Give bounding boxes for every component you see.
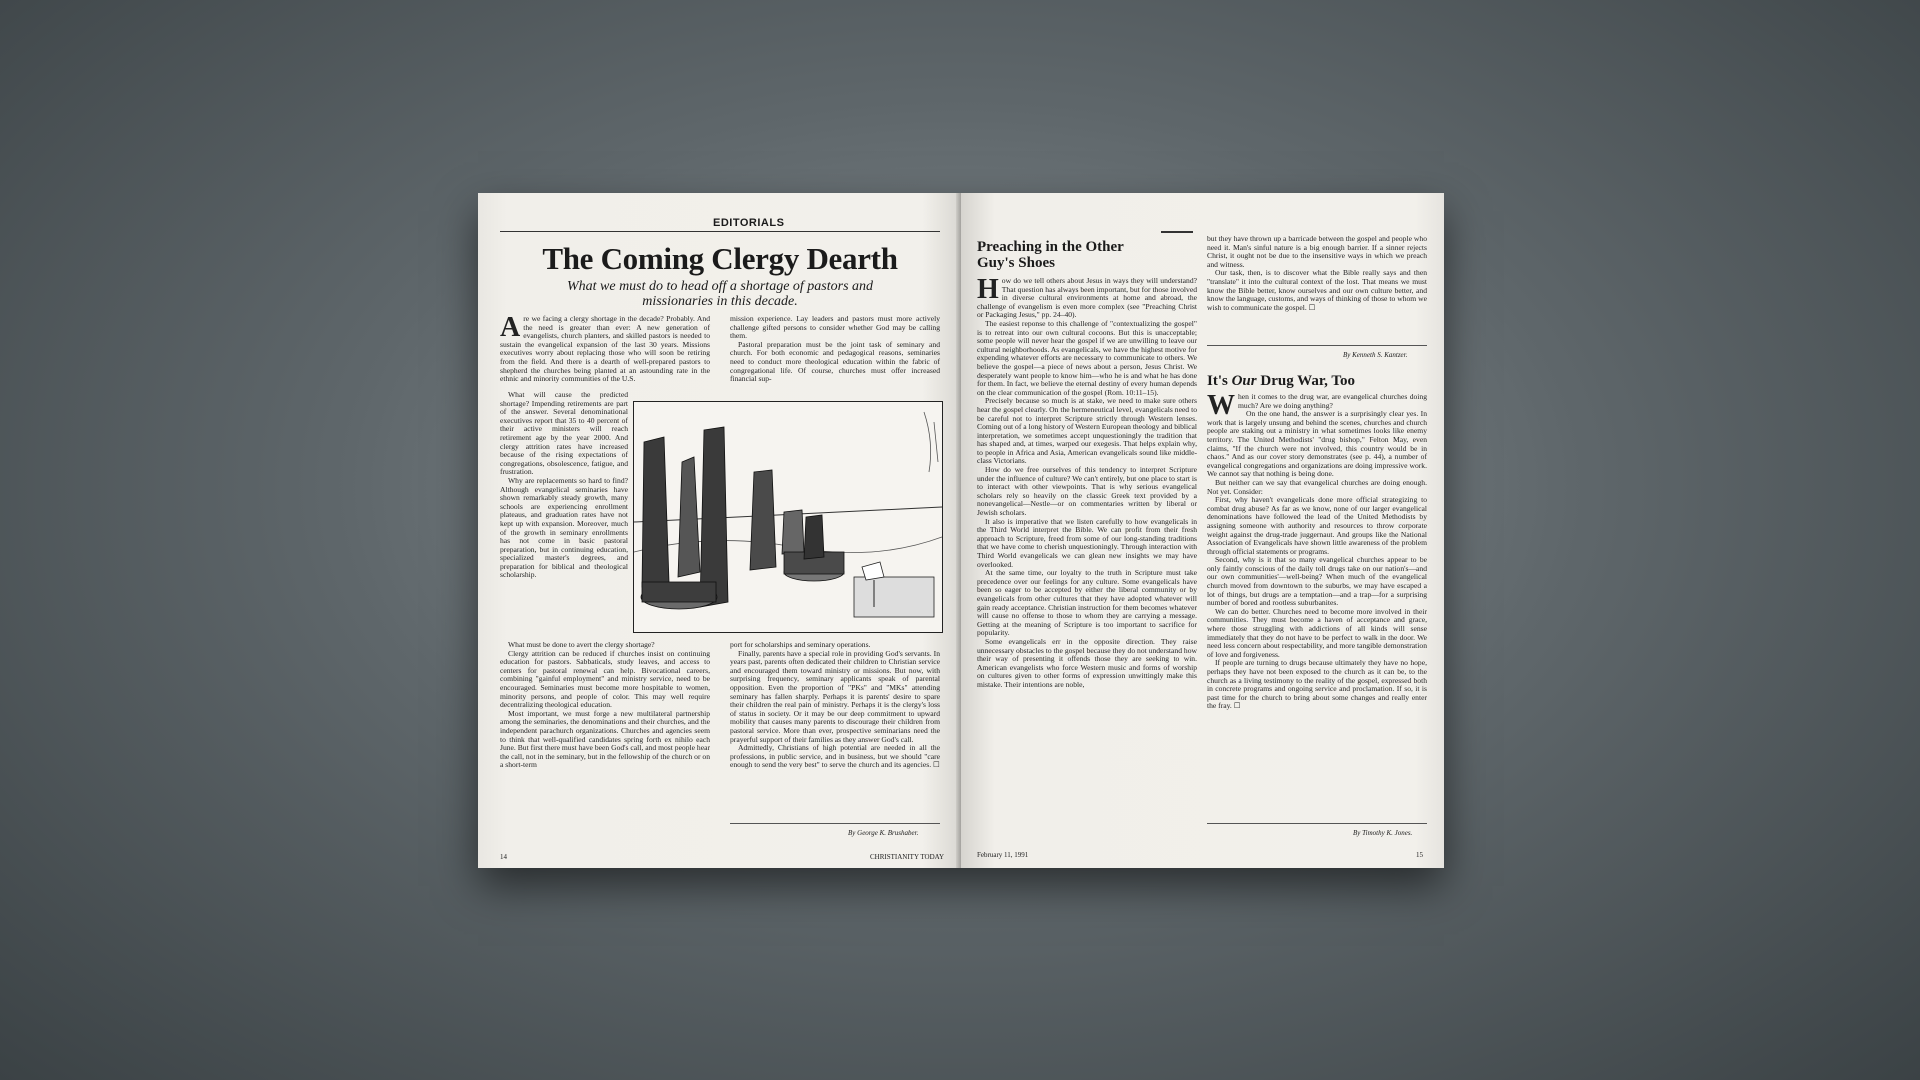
deck: What we must do to head off a shortage of pastors and missionaries in this decade. (566, 279, 874, 309)
paragraph: What will cause the predicted shortage? Impending retirements are part of the answer. Several denominational executives report that 35 to 40 percent of their active ministers will reach retirement age by the year 2000. And clergy attrition rates have increased because of the rising expectations of congregations, obsolescence, fatigue, and frustration. (500, 390, 628, 477)
paragraph: The easiest reponse to this challenge of "contextualizing the gospel" is to retreat into our own cultural cocoons. But this is unacceptable; some people will never hear the gospel if we are unwilling to leave our cultural neighborhoods. As evangelicals, we have the highest motive for expending whatever efforts are necessary to communicate to others. We believe the gospel—a piece of news about a person, Jesus Christ. We desperately want people to know him—who he is and what he has done for them. In fact, we believe the eternal destiny of every human depends on the clear communication of the gospel (Rom. 10:11–15). (977, 318, 1197, 397)
paragraph: Pastoral preparation must be the joint task of seminary and church. For both economic and pedagogical reasons, seminaries need to conduct more theological education within the fabric of congregational life. Of course, churches must offer increased financial sup- (730, 339, 940, 384)
paragraph: re we facing a clergy shortage in the decade? Probably. And the need is greater than ever: A new generation of evangelists, church planters, and skilled pastors is needed to sustain the evangelical expansion of the last 30 years. Missions executives worry about replacing those who will soon be retiring from the field. And there is a dearth of well-prepared pastors to shepherd the churches being planted at an astounding rate in the ethnic and minority communities of the U.S. (500, 314, 710, 384)
paragraph: On the one hand, the answer is a surprisingly clear yes. In work that is largely unsung and behind the scenes, churches and church people are staking out a ministry in what sometimes looks like enemy territory. The United Methodists' "drug bishop," Felton May, even claims, "If the church were not involved, this country would be in chaos." And as our cover story demonstrates (see p. 44), a number of evangelical congregations and organizations are doing impressive work. We cannot say that nothing is being done. (1207, 409, 1427, 479)
paragraph: port for scholarships and seminary operations. (730, 640, 871, 649)
dropcap: H (977, 274, 999, 305)
paragraph: Why are replacements so hard to find? Although evangelical seminaries have shown remarkably steady growth, many schools are experiencing enrollment plateaus, and graduation rates have not kept up with expansion. Moreover, much of the growth in seminary enrollments has not come in basic pastoral preparation, but in continuing education, specialized master's degrees, and preparation for biblical and theological scholarship. (500, 475, 628, 580)
right-column-2-lower (1207, 390, 1427, 711)
left-column-1 (500, 312, 710, 384)
left-column-2 (730, 315, 940, 384)
right-column-2 (1207, 235, 1427, 312)
byline-kantzer: By Kenneth S. Kantzer. (1343, 351, 1408, 359)
right-page (961, 193, 1444, 868)
left-column-2-lower (730, 641, 940, 770)
paragraph: At the same time, our loyalty to the truth in Scripture must take precedence over our feelings for any culture. Some evangelicals have been so eager to be accepted by either the liberal community or by evangelicals from other cultures that they have adopted whatever will gain ready acceptance. Christian instruction for them becomes whatever will cause no offense to those to whom they are carrying a message. Getting at the meaning of Scripture is too important to sacrifice for popularity. (977, 568, 1197, 638)
paragraph: How do we free ourselves of this tendency to interpret Scripture under the influence of culture? We can't entirely, but one place to start is to interact with other viewpoints. That is why serious evangelical scholars rely so heavily on the classic Greek text provided by a nonevangelical—Nestle—or on commentaries written by liberal or Jewish scholars. (977, 465, 1197, 518)
paragraph: Some evangelicals err in the opposite direction. They raise unnecessary obstacles to the gospel because they do not understand how their way of presenting it offends those they are seeking to win. American evangelists who force Western music and forms of worship on cultures given to other forms of expression unwittingly make this mistake. Their intentions are noble, (977, 636, 1197, 689)
headline-part: Drug War, Too (1256, 373, 1355, 389)
byline: By George K. Brushaber. (848, 829, 919, 837)
right-column-1 (977, 274, 1197, 690)
paragraph: If people are turning to drugs because ultimately they have no hope, perhaps they have not been exposed to the church as it can be, to the church as a living testimony to the reality of the gospel, expressed both in concrete programs and ongoing service and proclamation. If so, it is past time for the church to bring about some changes and really enter the fray. ☐ (1207, 658, 1427, 711)
editorial-illustration (633, 401, 943, 633)
paragraph: But neither can we say that evangelical churches are doing enough. Not yet. Consider: (1207, 477, 1427, 496)
byline-rule (1207, 823, 1427, 824)
paragraph: ow do we tell others about Jesus in ways they will understand? That question has always been important, but for those involved in diverse cultural environments at home and abroad, the challenge of evangelism is even more complex (see "Preaching Christ or Packaging Jesus," pp. 24–40). (977, 276, 1197, 320)
paragraph: Clergy attrition can be reduced if churches insist on continuing education for pastors. Sabbaticals, study leaves, and access to centers for pastoral renewal can help. Bivocational careers, combining "gainful employment" and ministry service, need to be encouraged. Seminaries must become more hospitable to women, minority persons, and people of color. This may well require decentralizing theological education. (500, 648, 710, 710)
paragraph: First, why haven't evangelicals done more official strategizing to combat drug abuse? As far as we know, none of our larger evangelical denominations have followed the lead of the United Methodists by assigning someone with authority and resources to throw corporate weight against the drug-trade juggernaut. And groups like the National Association of Evangelicals have shown little awareness of the problem through official statements or programs. (1207, 495, 1427, 556)
paragraph: Most important, we must forge a new multilateral partnership among the seminaries, the denominations and their churches, and the independent parachurch organizations. Churches and agencies seem to think that well-qualified candidates spring forth ex nihilo each June. But first there must have been God's call, and most people hear the call, not in the seminary, but in the fellowship of the church or on a short-term (500, 708, 710, 770)
headline-drug-war (1207, 373, 1427, 389)
paragraph: mission experience. Lay leaders and pastors must more actively challenge gifted persons to consider whether God may be calling them. (730, 314, 940, 341)
paragraph: It also is imperative that we listen carefully to how evangelicals in the Third World interpret the Bible. We can profit from their fresh approach to Scripture, freed from some of our long-standing traditions that we have come to cherish unquestioningly. Through interaction with Third World evangelicals we can glean new insights we may have overlooked. (977, 516, 1197, 569)
dropcap: W (1207, 390, 1235, 421)
paragraph: hen it comes to the drug war, are evangelical churches doing much? Are we doing anything? (1238, 392, 1427, 410)
byline-rule (1207, 345, 1427, 346)
paragraph: but they have thrown up a barricade between the gospel and people who need it. Man's sinful nature is a big enough barrier. If a sinner rejects Christ, it ought not be due to the insensitive ways in which we preach and witness. (1207, 234, 1427, 269)
top-rule (1161, 231, 1193, 233)
top-rule (500, 231, 940, 232)
left-column-1-lower (500, 641, 710, 770)
byline-jones: By Timothy K. Jones. (1353, 829, 1413, 837)
magazine-spread (478, 193, 1444, 868)
section-label: EDITORIALS (713, 217, 785, 229)
issue-date: February 11, 1991 (977, 851, 1029, 859)
paragraph: Precisely because so much is at stake, we need to make sure others hear the gospel clearly. On the hermeneutical level, evangelicals need to be careful not to interpret Scripture strictly through Western lenses. Coming out of a long history of Western European theology and biblical interpretation, we sometimes accept unquestioningly the tradition that has shaped and, at times, warped our exegesis. That helps explain why, to people in Africa and Asia, American evangelicals sound like middle-class Victorians. (977, 396, 1197, 466)
left-column-1-narrow (500, 391, 628, 580)
dropcap: A (500, 312, 521, 343)
page-number: 15 (1416, 851, 1423, 859)
headline-preaching: Preaching in the Other Guy's Shoes (977, 239, 1124, 271)
magazine-name: CHRISTIANITY TODAY (870, 853, 945, 861)
paragraph: Our task, then, is to discover what the Bible really says and then "translate" it into the cultural context of the lost. That means we must know the Bible better, know ourselves and our own culture better, and know the language, customs, and ways of thinking of those to whom we wish to communicate the gospel. ☐ (1207, 268, 1427, 312)
paragraph: Finally, parents have a special role in providing God's servants. In years past, parents often dedicated their children to Christian service and encouraged them toward ministry or missions. But now, with surprising frequency, seminary applicants speak of parental opposition. Even the proportion of "PKs" and "MKs" attending seminary has fallen sharply. Perhaps it is parents' desire to spare their children the real pain of ministry. Perhaps it is the clergy's loss of status in society. Or it may be our deep commitment to upward mobility that causes many parents to discourage their children from pastoral service. More than ever, prospective seminarians need the prayerful support of their families as they answer God's call. (730, 648, 940, 744)
headline-part: It's (1207, 373, 1232, 389)
paragraph: What must be done to avert the clergy shortage? (508, 640, 655, 649)
illustration-drawing (634, 402, 942, 632)
paragraph: Second, why is it that so many evangelical churches appear to be only faintly conscious of the daily toll drugs take on our nation's—and our own communities'—well-being? When much of the evangelical church moved from downtown to the suburbs, we may have escaped a lot of things, but drugs are a temptation—and a trap—for a surprising number of bored and rootless suburbanites. (1207, 555, 1427, 608)
headline: The Coming Clergy Dearth (542, 241, 898, 276)
page-number: 14 (500, 853, 507, 861)
headline-emphasis: Our (1231, 373, 1257, 389)
paragraph: We can do better. Churches need to become more involved in their communities. They must become a haven of acceptance and grace, where those struggling with addictions of all kinds will sense immediately that they do not have to be perfect to walk in the door. We need less concern about respectability, and more tangible demonstration of love and forgiveness. (1207, 606, 1427, 659)
paragraph: Admittedly, Christians of high potential are needed in all the professions, in public service, and in business, but we should "care enough to send the very best" to serve the church and its agencies. ☐ (730, 743, 940, 770)
byline-rule (730, 823, 940, 824)
left-page (478, 193, 961, 868)
